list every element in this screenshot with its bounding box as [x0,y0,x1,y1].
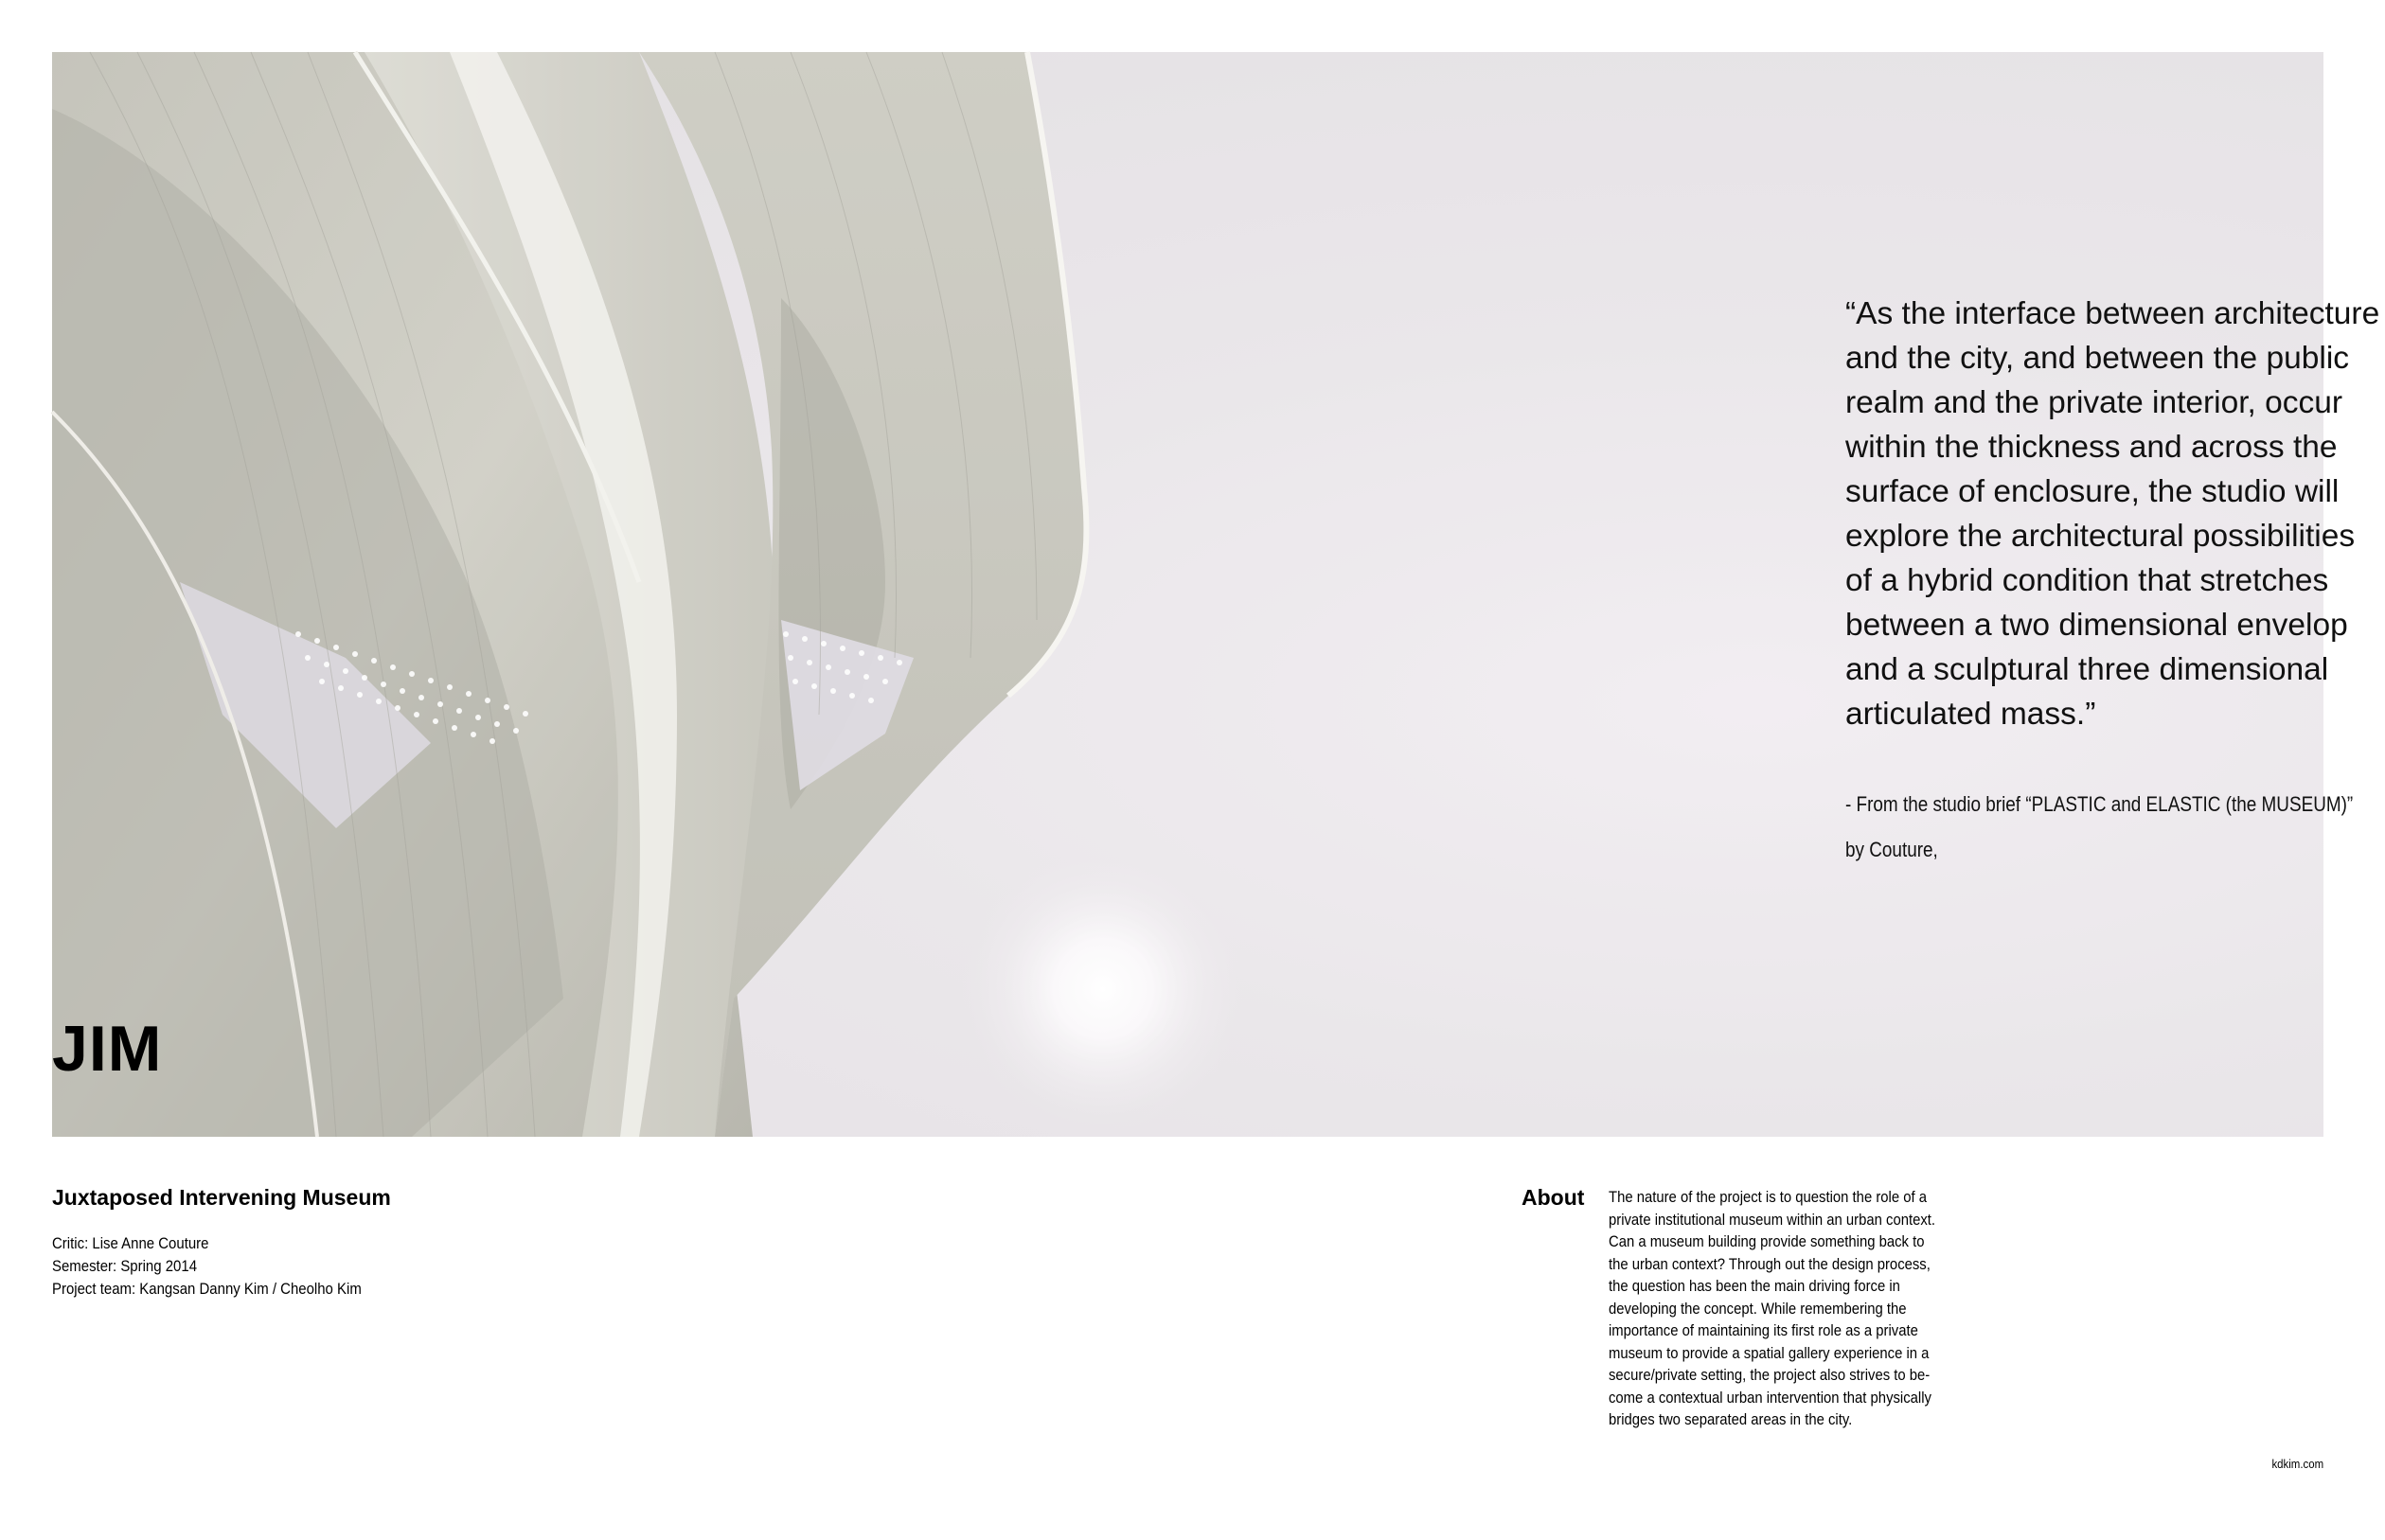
about-description: The nature of the project is to question the role of a private institutional museum within an urban context. Can a museum building provide something back to the urban context? Through out the design process, the question has been the main driving force in developing the concept. While remembering the importance of maintaining its first role as a private museum to provide a spatial gallery experience in a secure/private setting, the project also strives to be- come a contextual urban intervention that physically bridges two separated areas in the city. [1609,1189,1936,1428]
semester-line: Semester: Spring 2014 [52,1257,198,1275]
team-line: Project team: Kangsan Danny Kim / Cheolho Kim [52,1280,362,1298]
project-title: Juxtaposed Intervening Museum [52,1185,391,1210]
critic-line: Critic: Lise Anne Couture [52,1234,209,1252]
quote-byline: by Couture, [1845,838,1938,861]
project-acronym: JIM [52,1013,163,1085]
about-heading: About [1522,1185,1585,1210]
project-meta [52,1232,362,1301]
site-link[interactable]: kdkim.com [2271,1457,2323,1471]
hero-image-panel [52,52,2380,1137]
studio-brief-quote: “As the interface between architecture and the city, and between the public realm and the private interior, occur within the thickness and across the surface of enclosure, the studio will explore the architectural possibilities of a hybrid condition that stretches between a two dimensional envelop and a sculptural three dimensional articulated mass.” [1845,296,2380,732]
quote-source: - From the studio brief “PLASTIC and ELASTIC (the MUSEUM)” [1845,792,2354,816]
